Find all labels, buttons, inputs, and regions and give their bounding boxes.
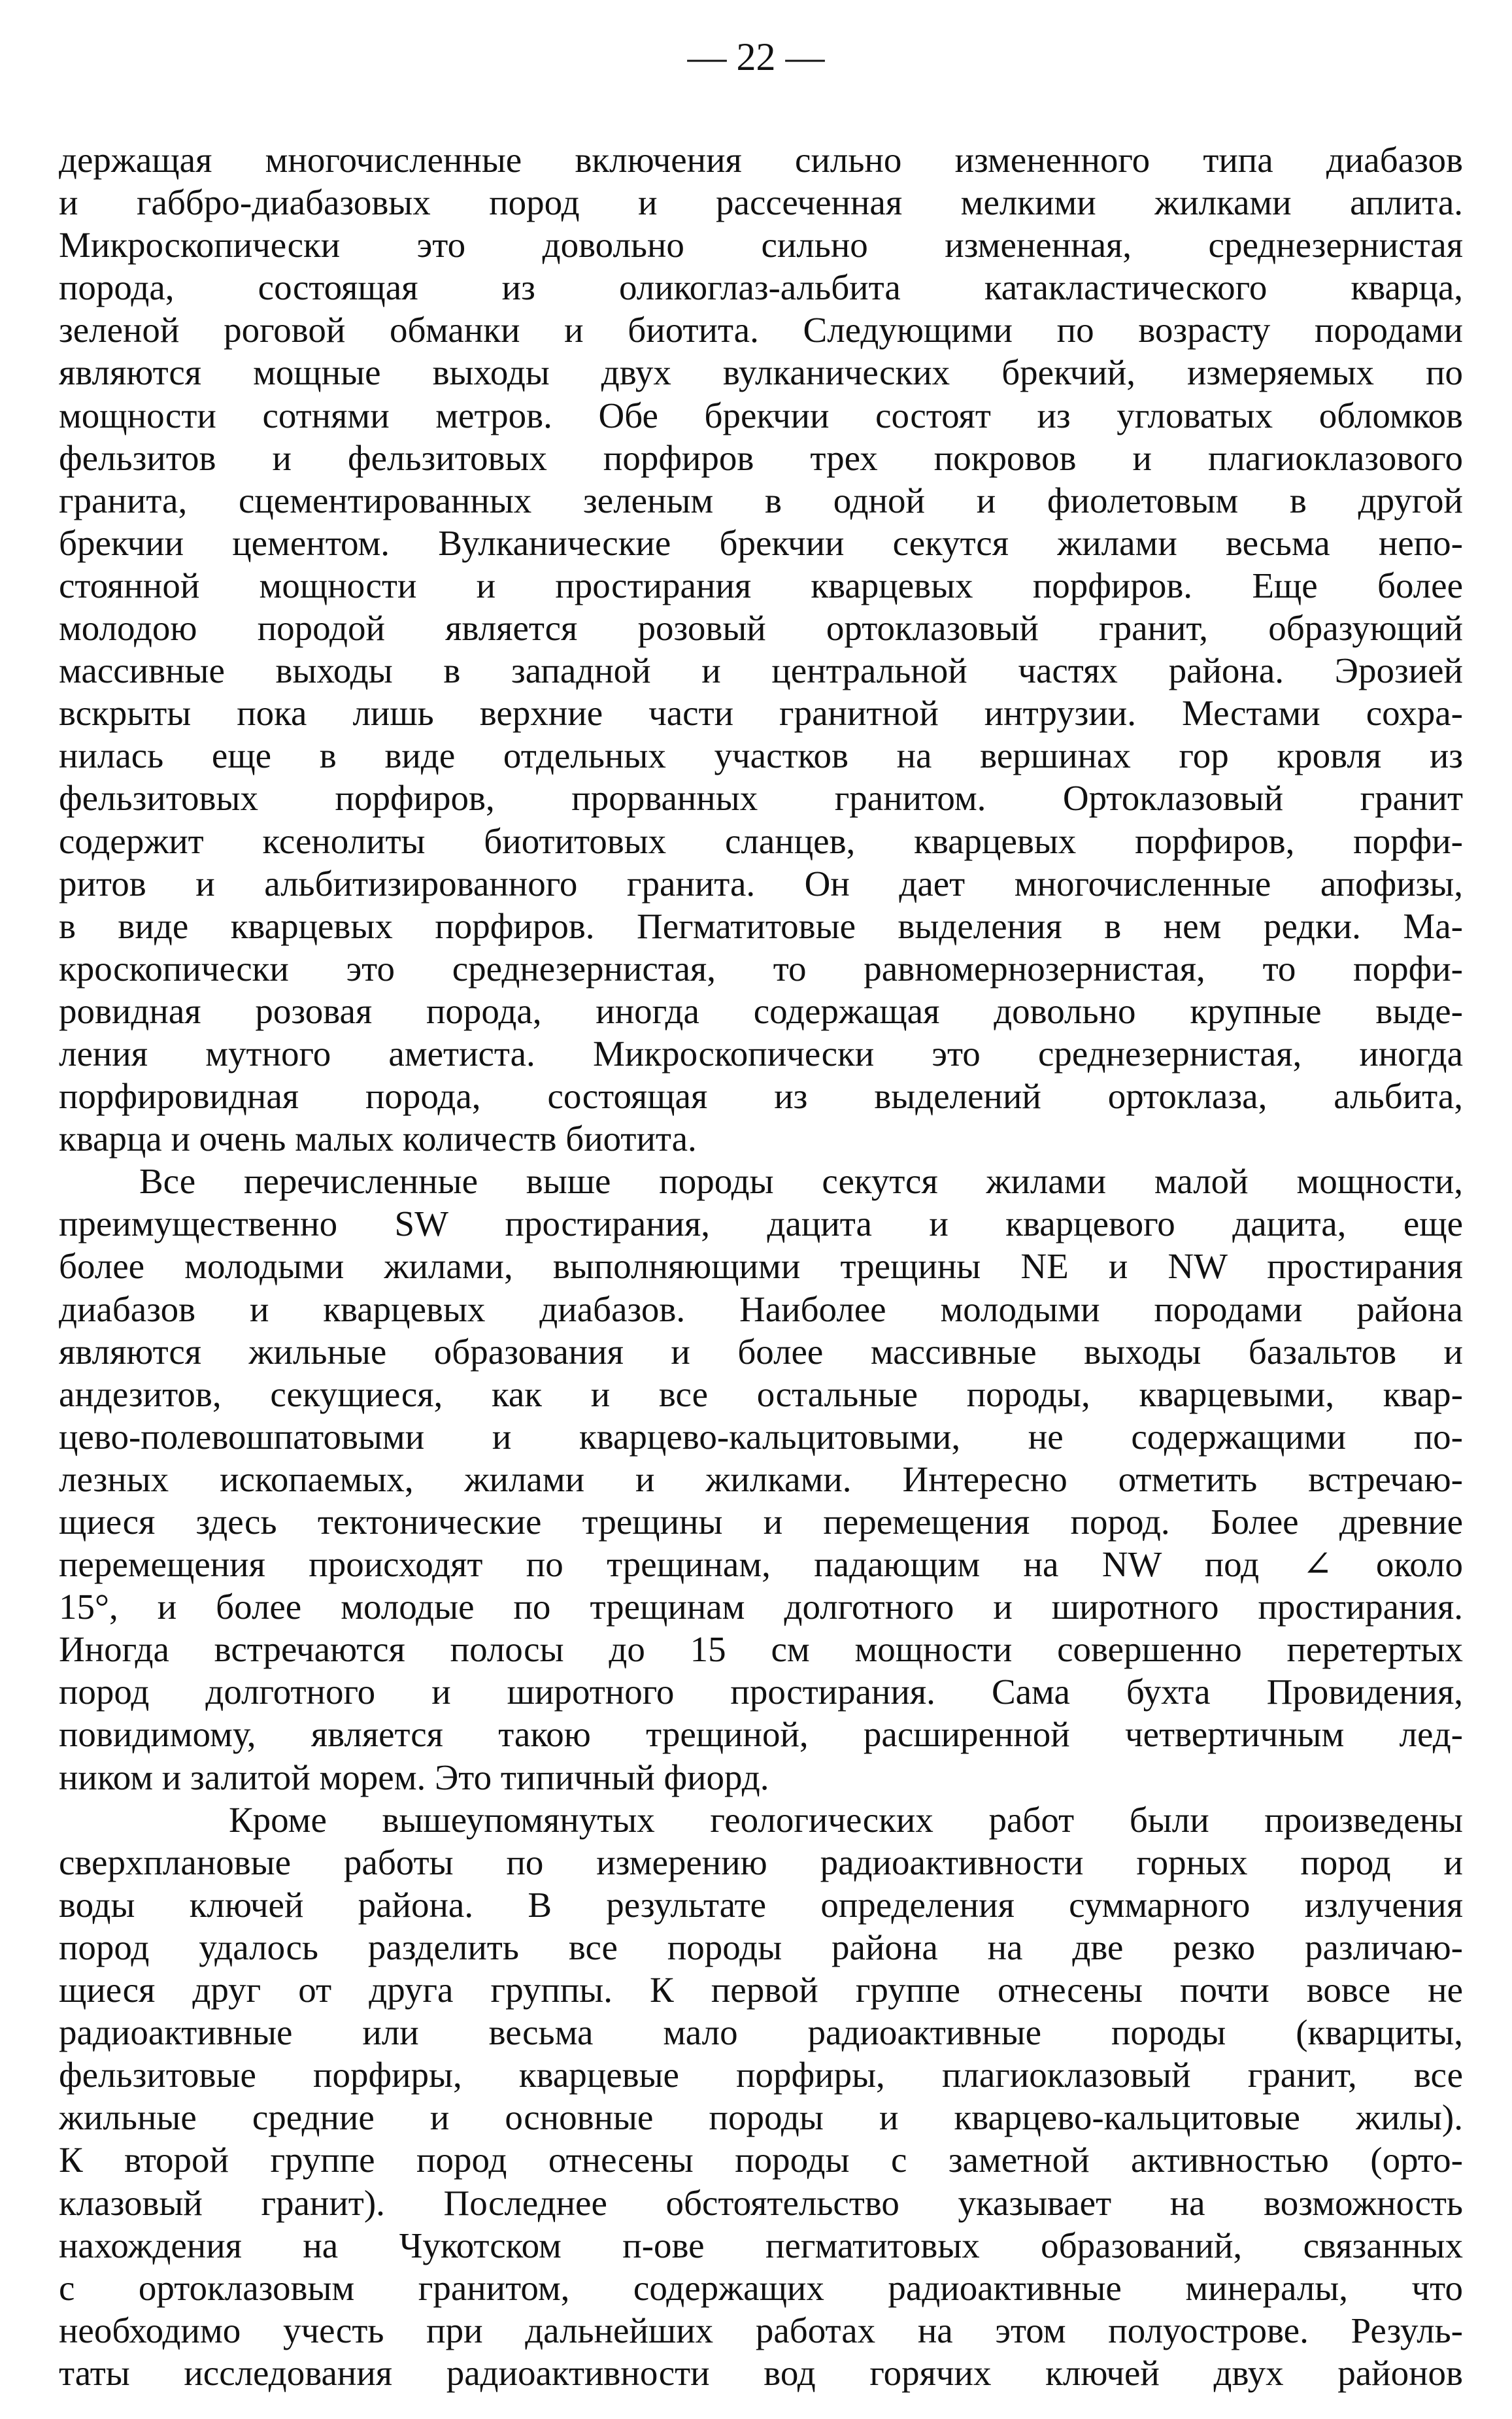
- body-text: [59, 139, 1463, 2394]
- text-line: Все перечисленные выше породы секутся жилами малой мощности,: [139, 1161, 1463, 1202]
- text-line: являются мощные выходы двух вулканических брекчий, измеряемых по: [59, 352, 1463, 393]
- text-line: фельзитовые порфиры, кварцевые порфиры, плагиоклазовый гранит, все: [59, 2055, 1463, 2095]
- text-line: диабазов и кварцевых диабазов. Наиболее молодыми породами района: [59, 1289, 1463, 1329]
- text-line: нахождения на Чукотском п-ове пегматитовых образований, связанных: [59, 2225, 1463, 2265]
- text-line: ритов и альбитизированного гранита. Он дает многочисленные апофизы,: [59, 863, 1463, 904]
- text-line: 15°, и более молодые по трещинам долготного и широтного простирания.: [59, 1587, 1463, 1627]
- text-line: лезных ископаемых, жилами и жилками. Интересно отметить встречаю-: [59, 1459, 1463, 1499]
- text-line: Иногда встречаются полосы до 15 см мощности совершенно перетертых: [59, 1629, 1463, 1670]
- text-line: ления мутного аметиста. Микроскопически это среднезернистая, иногда: [59, 1033, 1463, 1074]
- text-line: брекчии цементом. Вулканические брекчии секутся жилами весьма непо-: [59, 522, 1463, 563]
- text-line: необходимо учесть при дальнейших работах на этом полуострове. Резуль-: [59, 2310, 1463, 2350]
- text-line: держащая многочисленные включения сильно измененного типа диабазов: [59, 140, 1463, 180]
- text-line: массивные выходы в западной и центральной частях района. Эрозией: [59, 651, 1463, 691]
- text-line: клазовый гранит). Последнее обстоятельство указывает на возможность: [59, 2182, 1463, 2223]
- paragraph: [59, 1160, 1463, 1798]
- text-line: жильные средние и основные породы и кварцево-кальцитовые жилы).: [59, 2097, 1463, 2138]
- text-line: фельзитов и фельзитовых порфиров трех покровов и плагиоклазового: [59, 437, 1463, 478]
- text-line: пород удалось разделить все породы района на две резко различаю-: [59, 1927, 1463, 1967]
- text-line: с ортоклазовым гранитом, содержащих радиоактивные минералы, что: [59, 2267, 1463, 2308]
- text-line: Микроскопически это довольно сильно измененная, среднезернистая: [59, 225, 1463, 265]
- text-line: в виде кварцевых порфиров. Пегматитовые выделения в нем редки. Ма-: [59, 905, 1463, 946]
- paragraph: [59, 1799, 1463, 2394]
- text-line: щиеся здесь тектонические трещины и перемещения пород. Более древние: [59, 1502, 1463, 1542]
- paragraph: [59, 139, 1463, 1160]
- page-number: — 22 —: [687, 35, 825, 78]
- text-line: молодою породой является розовый ортоклазовый гранит, образующий: [59, 608, 1463, 649]
- text-line: повидимому, является такою трещиной, расширенной четвертичным лед-: [59, 1714, 1463, 1755]
- text-line: Кроме вышеупомянутых геологических работ были произведены: [229, 1799, 1463, 1840]
- text-line: ровидная розовая порода, иногда содержащая довольно крупные выде-: [59, 990, 1463, 1031]
- text-line: воды ключей района. В результате определения суммарного излучения: [59, 1884, 1463, 1925]
- text-line: таты исследования радиоактивности вод горячих ключей двух районов: [59, 2352, 1463, 2393]
- text-line: преимущественно SW простирания, дацита и кварцевого дацита, еще: [59, 1204, 1463, 1244]
- text-line: перемещения происходят по трещинам, падающим на NW под ∠ около: [59, 1544, 1463, 1585]
- text-line: андезитов, секущиеся, как и все остальные породы, кварцевыми, квар-: [59, 1374, 1463, 1414]
- text-line: кварца и очень малых количеств биотита.: [59, 1119, 697, 1159]
- text-line: более молодыми жилами, выполняющими трещины NE и NW простирания: [59, 1246, 1463, 1287]
- text-line: вскрыты пока лишь верхние части гранитной интрузии. Местами сохра-: [59, 693, 1463, 734]
- text-line: К второй группе пород отнесены породы с заметной активностью (орто-: [59, 2140, 1463, 2180]
- text-line: стоянной мощности и простирания кварцевых порфиров. Еще более: [59, 565, 1463, 605]
- text-line: цево-полевошпатовыми и кварцево-кальцитовыми, не содержащими по-: [59, 1416, 1463, 1457]
- text-line: зеленой роговой обманки и биотита. Следующими по возрасту породами: [59, 310, 1463, 350]
- text-line: мощности сотнями метров. Обе брекчии состоят из угловатых обломков: [59, 395, 1463, 435]
- text-line: являются жильные образования и более массивные выходы базальтов и: [59, 1331, 1463, 1372]
- text-line: содержит ксенолиты биотитовых сланцев, кварцевых порфиров, порфи-: [59, 820, 1463, 861]
- text-line: порода, состоящая из оликоглаз-альбита катакластического кварца,: [59, 267, 1463, 308]
- text-line: радиоактивные или весьма мало радиоактивные породы (кварциты,: [59, 2012, 1463, 2053]
- text-line: гранита, сцементированных зеленым в одной и фиолетовым в другой: [59, 480, 1463, 520]
- text-line: ником и залитой морем. Это типичный фиорд.: [59, 1757, 769, 1797]
- text-line: порфировидная порода, состоящая из выделений ортоклаза, альбита,: [59, 1076, 1463, 1117]
- text-line: пород долготного и широтного простирания. Сама бухта Провидения,: [59, 1672, 1463, 1712]
- text-line: сверхплановые работы по измерению радиоактивности горных пород и: [59, 1842, 1463, 1882]
- text-line: кроскопически это среднезернистая, то равномернозернистая, то порфи-: [59, 948, 1463, 989]
- text-line: фельзитовых порфиров, прорванных гранитом. Ортоклазовый гранит: [59, 778, 1463, 819]
- text-line: и габбро-диабазовых пород и рассеченная мелкими жилками аплита.: [59, 182, 1463, 223]
- text-line: нилась еще в виде отдельных участков на вершинах гор кровля из: [59, 736, 1463, 776]
- text-line: щиеся друг от друга группы. К первой группе отнесены почти вовсе не: [59, 1970, 1463, 2010]
